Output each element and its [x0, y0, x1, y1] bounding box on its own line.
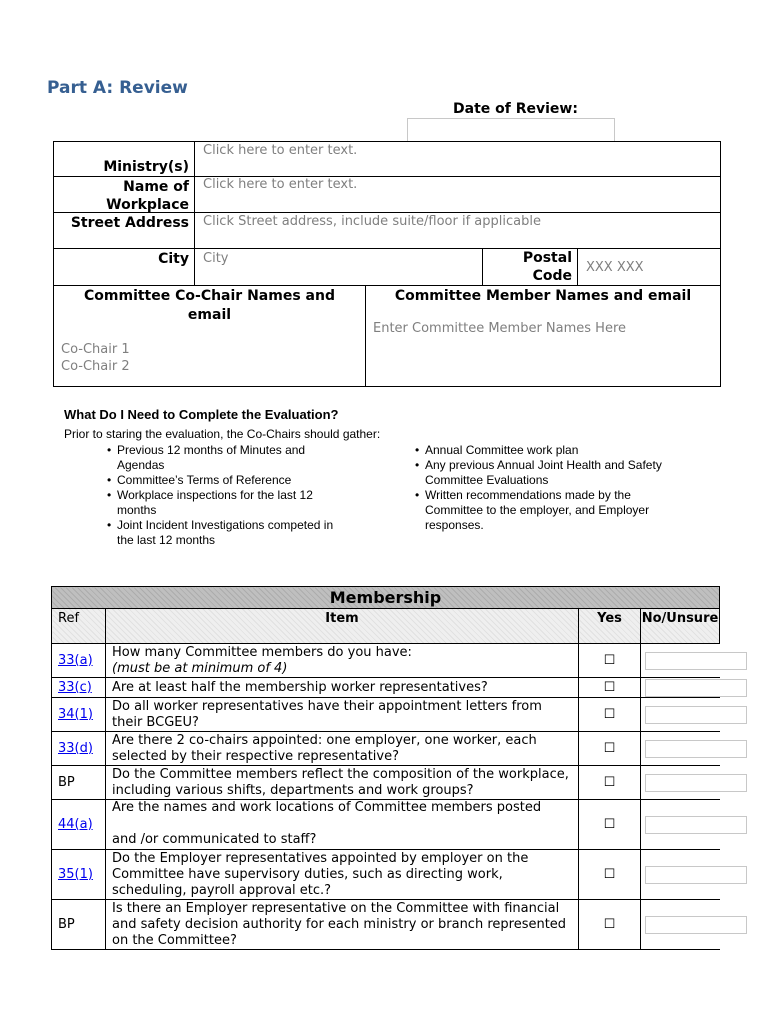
workplace-label-line2: Workplace [106, 197, 189, 213]
item-text: Are at least half the membership worker representatives? [106, 678, 579, 698]
yes-checkbox[interactable]: ☐ [579, 644, 641, 678]
list-item: • Previous 12 months of Minutes and Agendas [105, 443, 350, 473]
city-field[interactable]: City [203, 251, 229, 266]
table-row [52, 900, 720, 950]
no-unsure-field[interactable] [645, 652, 747, 670]
item-line-note: (must be at minimum of 4) [112, 660, 288, 676]
item-text: Are there 2 co-chairs appointed: one employer, one worker, each selected by their respective representative? [106, 732, 579, 766]
ref-link[interactable]: 35(1) [58, 866, 93, 882]
section-heading: Part A: Review [47, 78, 188, 98]
cochair-2-field[interactable]: Co-Chair 2 [61, 359, 130, 374]
workplace-label-line1: Name of [123, 179, 189, 195]
item-line: Are the names and work locations of Committee members posted [112, 800, 542, 815]
cochair-header-line1: Committee Co-Chair Names and [84, 288, 335, 304]
postal-code-field[interactable]: XXX XXX [586, 260, 644, 275]
item-text: Do all worker representatives have their appointment letters from their BCGEU? [106, 698, 579, 732]
ref-text: BP [52, 900, 106, 950]
no-unsure-field[interactable] [645, 866, 747, 884]
no-unsure-field[interactable] [645, 816, 747, 834]
city-label: City [158, 251, 189, 267]
ref-link[interactable]: 33(d) [58, 740, 93, 756]
item-text [106, 644, 579, 678]
list-item: • Committee’s Terms of Reference [105, 473, 350, 488]
list-item: • Joint Incident Investigations competed in the last 12 months [105, 518, 350, 548]
membership-title: Membership [52, 587, 720, 609]
item-header: Item [106, 609, 579, 644]
item-text: Do the Employer representatives appointed by employer on the Committee have supervisory duties, such as directing work, scheduling, payroll approval etc.? [106, 850, 579, 900]
postal-code-label-line2: Code [532, 268, 572, 284]
yes-checkbox[interactable]: ☐ [579, 766, 641, 800]
table-row [52, 678, 720, 698]
table-row [52, 698, 720, 732]
street-address-field[interactable]: Click Street address, include suite/floor if applicable [203, 214, 541, 229]
no-unsure-field[interactable] [645, 774, 747, 792]
list-item: • Annual Committee work plan [413, 443, 683, 458]
table-row [52, 800, 720, 850]
table-row [52, 766, 720, 800]
ref-link[interactable]: 33(a) [58, 652, 93, 668]
yes-checkbox[interactable]: ☐ [579, 732, 641, 766]
item-line: How many Committee members do you have: [112, 644, 412, 660]
cochair-header-line2: email [187, 307, 232, 323]
ref-text: BP [52, 766, 106, 800]
yes-checkbox[interactable]: ☐ [579, 800, 641, 850]
ref-link[interactable]: 44(a) [58, 816, 93, 832]
table-row [52, 732, 720, 766]
no-unsure-field[interactable] [645, 916, 747, 934]
workplace-info-table [53, 141, 721, 387]
yes-checkbox[interactable]: ☐ [579, 900, 641, 950]
item-text: Is there an Employer representative on the Committee with financial and safety decision authority for each ministry or branch represented on the Committee? [106, 900, 579, 950]
cochair-1-field[interactable]: Co-Chair 1 [61, 342, 130, 357]
list-item: • Written recommendations made by the Committee to the employer, and Employer responses. [413, 488, 683, 533]
membership-table [51, 586, 720, 950]
ministry-field[interactable]: Click here to enter text. [203, 143, 358, 158]
postal-code-label-line1: Postal [522, 250, 572, 266]
ministry-label: Ministry(s) [103, 159, 189, 175]
yes-checkbox[interactable]: ☐ [579, 698, 641, 732]
item-line: and /or communicated to staff? [112, 832, 317, 847]
ref-link[interactable]: 34(1) [58, 706, 93, 722]
item-text: Do the Committee members reflect the composition of the workplace, including various shifts, departments and work groups? [106, 766, 579, 800]
requirements-left-list [105, 443, 350, 548]
no-unsure-field[interactable] [645, 679, 747, 697]
date-of-review-label: Date of Review: [453, 101, 578, 117]
yes-checkbox[interactable]: ☐ [579, 678, 641, 698]
table-row [52, 644, 720, 678]
member-names-field[interactable]: Enter Committee Member Names Here [373, 321, 627, 336]
street-address-label: Street Address [70, 215, 189, 231]
yes-header: Yes [579, 609, 641, 644]
ref-header: Ref [52, 609, 106, 644]
no-unsure-header: No/Unsure [641, 609, 720, 644]
no-unsure-field[interactable] [645, 740, 747, 758]
list-item: • Any previous Annual Joint Health and Safety Committee Evaluations [413, 458, 683, 488]
workplace-field[interactable]: Click here to enter text. [203, 177, 358, 192]
requirements-intro: Prior to staring the evaluation, the Co-Chairs should gather: [64, 427, 381, 441]
requirements-right-list [413, 443, 683, 533]
date-of-review-field[interactable] [407, 118, 615, 142]
list-item: • Workplace inspections for the last 12 months [105, 488, 350, 518]
ref-link[interactable]: 33(c) [58, 679, 92, 695]
member-header: Committee Member Names and email [394, 288, 692, 304]
no-unsure-field[interactable] [645, 706, 747, 724]
table-row [52, 850, 720, 900]
yes-checkbox[interactable]: ☐ [579, 850, 641, 900]
requirements-title: What Do I Need to Complete the Evaluation? [64, 407, 339, 422]
item-text [106, 800, 579, 850]
